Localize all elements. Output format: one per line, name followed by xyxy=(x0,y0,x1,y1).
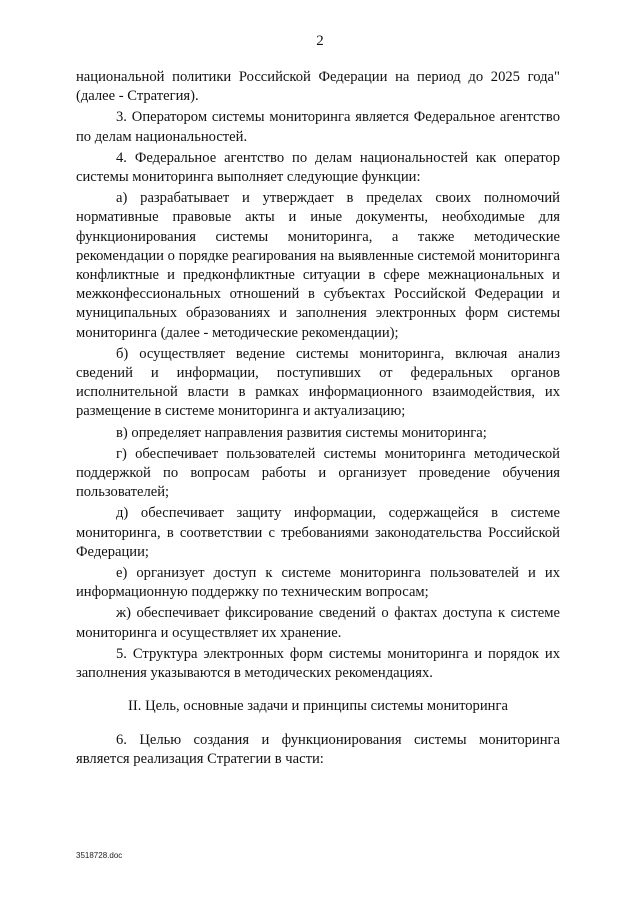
function-item-d: д) обеспечивает защиту информации, содержащейся в системе мониторинга, в соответствии с требованиями законодательства Российской Федерации; xyxy=(76,505,560,560)
paragraph-6-goal: 6. Целью создания и функционирования системы мониторинга является реализация Стратегии в части: xyxy=(76,731,560,767)
paragraph-3-operator: 3. Оператором системы мониторинга является Федеральное агентство по делам национальностей. xyxy=(76,109,560,145)
function-item-v: в) определяет направления развития системы мониторинга; xyxy=(116,424,487,441)
function-item-zh: ж) обеспечивает фиксирование сведений о фактах доступа к системе мониторинга и осуществляет их хранение. xyxy=(76,605,560,641)
function-item-b: б) осуществляет ведение системы мониторинга, включая анализ сведений и информации, поступивших от федеральных органов исполнительной власти в рамках информационного взаимодействия, их размещение в системе мониторинга и актуализацию; xyxy=(76,345,560,420)
page-number: 2 xyxy=(316,33,324,49)
function-item-e: е) организует доступ к системе мониторинга пользователей и их информационную поддержку по техническим вопросам; xyxy=(76,565,560,601)
document-file-code: 3518728.doc xyxy=(76,851,123,860)
document-body xyxy=(76,68,560,771)
paragraph-continuation: национальной политики Российской Федерации на период до 2025 года" (далее - Стратегия). xyxy=(76,69,560,105)
function-item-a: а) разрабатывает и утверждает в пределах своих полномочий нормативные правовые акты и иные документы, необходимые для функционирования системы мониторинга, а также методические рекомендации о порядке реагирования на выявленные системой мониторинга конфликтные и предконфликтные ситуации в сфере межнациональных и межконфессиональных отношений в субъектах Российской Федерации и муниципальных образованиях и заполнения электронных форм системы мониторинга (далее - методические рекомендации); xyxy=(76,190,560,341)
paragraph-4-functions: 4. Федеральное агентство по делам национальностей как оператор системы мониторинга выполняет следующие функции: xyxy=(76,149,560,186)
section-heading: II. Цель, основные задачи и принципы системы мониторинга xyxy=(128,698,508,715)
function-item-g: г) обеспечивает пользователей системы мониторинга методической поддержкой по вопросам работы и организует проведение обучения пользователей; xyxy=(76,445,560,501)
paragraph-5-structure: 5. Структура электронных форм системы мониторинга и порядок их заполнения указываются в методических рекомендациях. xyxy=(76,645,560,682)
